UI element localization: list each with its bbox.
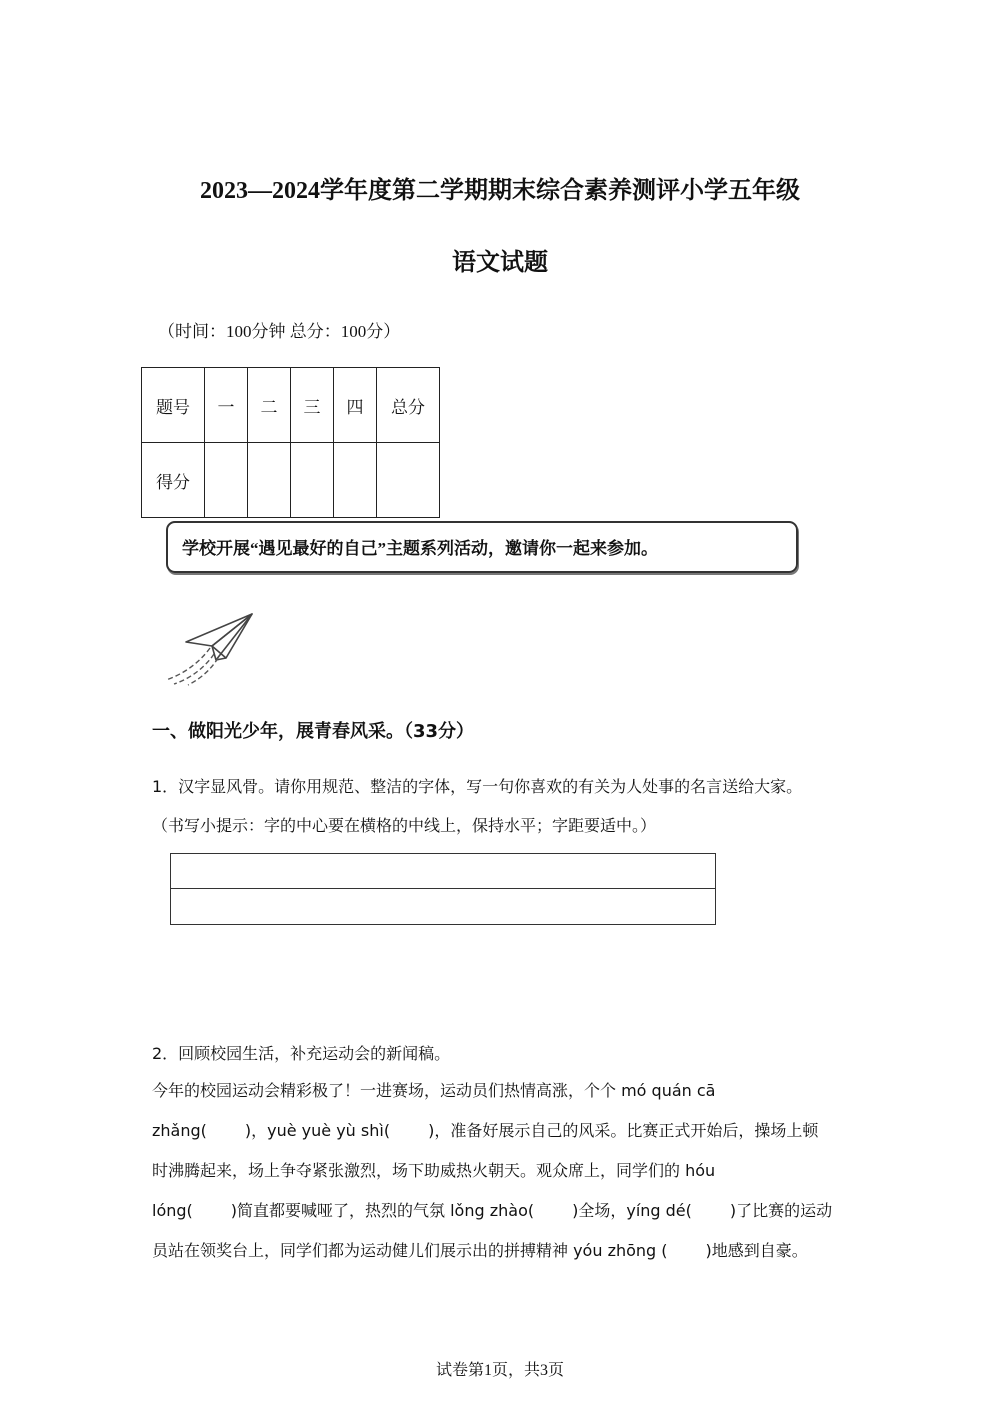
score-table-score-row: [142, 443, 440, 518]
passage-line: [152, 1078, 715, 1101]
passage-line: [152, 1118, 818, 1141]
question-2-title: 2．回顾校园生活，补充运动会的新闻稿。: [152, 1044, 451, 1063]
passage-text: )地感到自豪。: [705, 1241, 808, 1260]
passage-line: [152, 1198, 832, 1221]
passage-text: zhǎng(: [152, 1121, 207, 1140]
passage-text: 时沸腾起来，场上争夺紧张激烈，场下助威热火朝天。观众席上，同学们的 hóu: [152, 1161, 716, 1180]
passage-text: )，yuè yuè yù shì(: [244, 1121, 391, 1140]
handwriting-lines[interactable]: [170, 853, 716, 925]
passage-text: )，准备好展示自己的风采。比赛正式开始后，操场上顿: [428, 1121, 819, 1140]
score-table: [141, 367, 440, 518]
exam-subject-title: 语文试题: [452, 250, 548, 276]
passage-text: )全场，yíng dé(: [572, 1201, 692, 1220]
score-input-cell[interactable]: [291, 443, 334, 518]
score-input-cell[interactable]: [334, 443, 377, 518]
passage-text: 今年的校园运动会精彩极了！一进赛场，运动员们热情高涨，个个 mó quán cā: [152, 1081, 716, 1100]
activity-banner-text: 学校开展“遇见最好的自己”主题系列活动，邀请你一起来参加。: [182, 539, 658, 558]
score-table-header-row: [142, 368, 440, 443]
section-1-title: 一、做阳光少年，展青春风采。（33分）: [152, 721, 475, 742]
score-table-cell: 题号: [142, 368, 205, 443]
exam-title: 2023—2024学年度第二学期期末综合素养测评小学五年级: [200, 178, 800, 204]
passage-line: [152, 1238, 808, 1261]
passage-text: )了比赛的运动: [729, 1201, 833, 1220]
passage-line: [152, 1158, 715, 1181]
score-table-cell: 二: [248, 368, 291, 443]
passage-text: )简直都要喊哑了，热烈的气氛 lǒng zhào(: [230, 1201, 535, 1220]
passage-text: 员站在领奖台上，同学们都为运动健儿们展示出的拼搏精神 yóu zhōng (: [152, 1241, 668, 1260]
page-footer: 试卷第1页，共3页: [435, 1362, 564, 1379]
paper-plane-icon: [160, 608, 260, 686]
score-input-cell[interactable]: [248, 443, 291, 518]
activity-banner: [166, 521, 798, 573]
score-table-cell: 三: [291, 368, 334, 443]
question-1-hint: （书写小提示：字的中心要在横格的中线上，保持水平；字距要适中。）: [152, 816, 657, 835]
score-table-cell: 一: [205, 368, 248, 443]
passage-text: lóng(: [152, 1201, 193, 1220]
question-1-text: 1．汉字显风骨。请你用规范、整洁的字体，写一句你喜欢的有关为人处事的名言送给大家。: [152, 777, 803, 796]
score-input-cell[interactable]: [377, 443, 440, 518]
exam-info: （时间：100分钟 总分：100分）: [158, 322, 401, 341]
score-table-cell: 四: [334, 368, 377, 443]
score-row-label: 得分: [142, 443, 205, 518]
handwriting-midline: [171, 888, 715, 889]
score-table-cell: 总分: [377, 368, 440, 443]
score-input-cell[interactable]: [205, 443, 248, 518]
